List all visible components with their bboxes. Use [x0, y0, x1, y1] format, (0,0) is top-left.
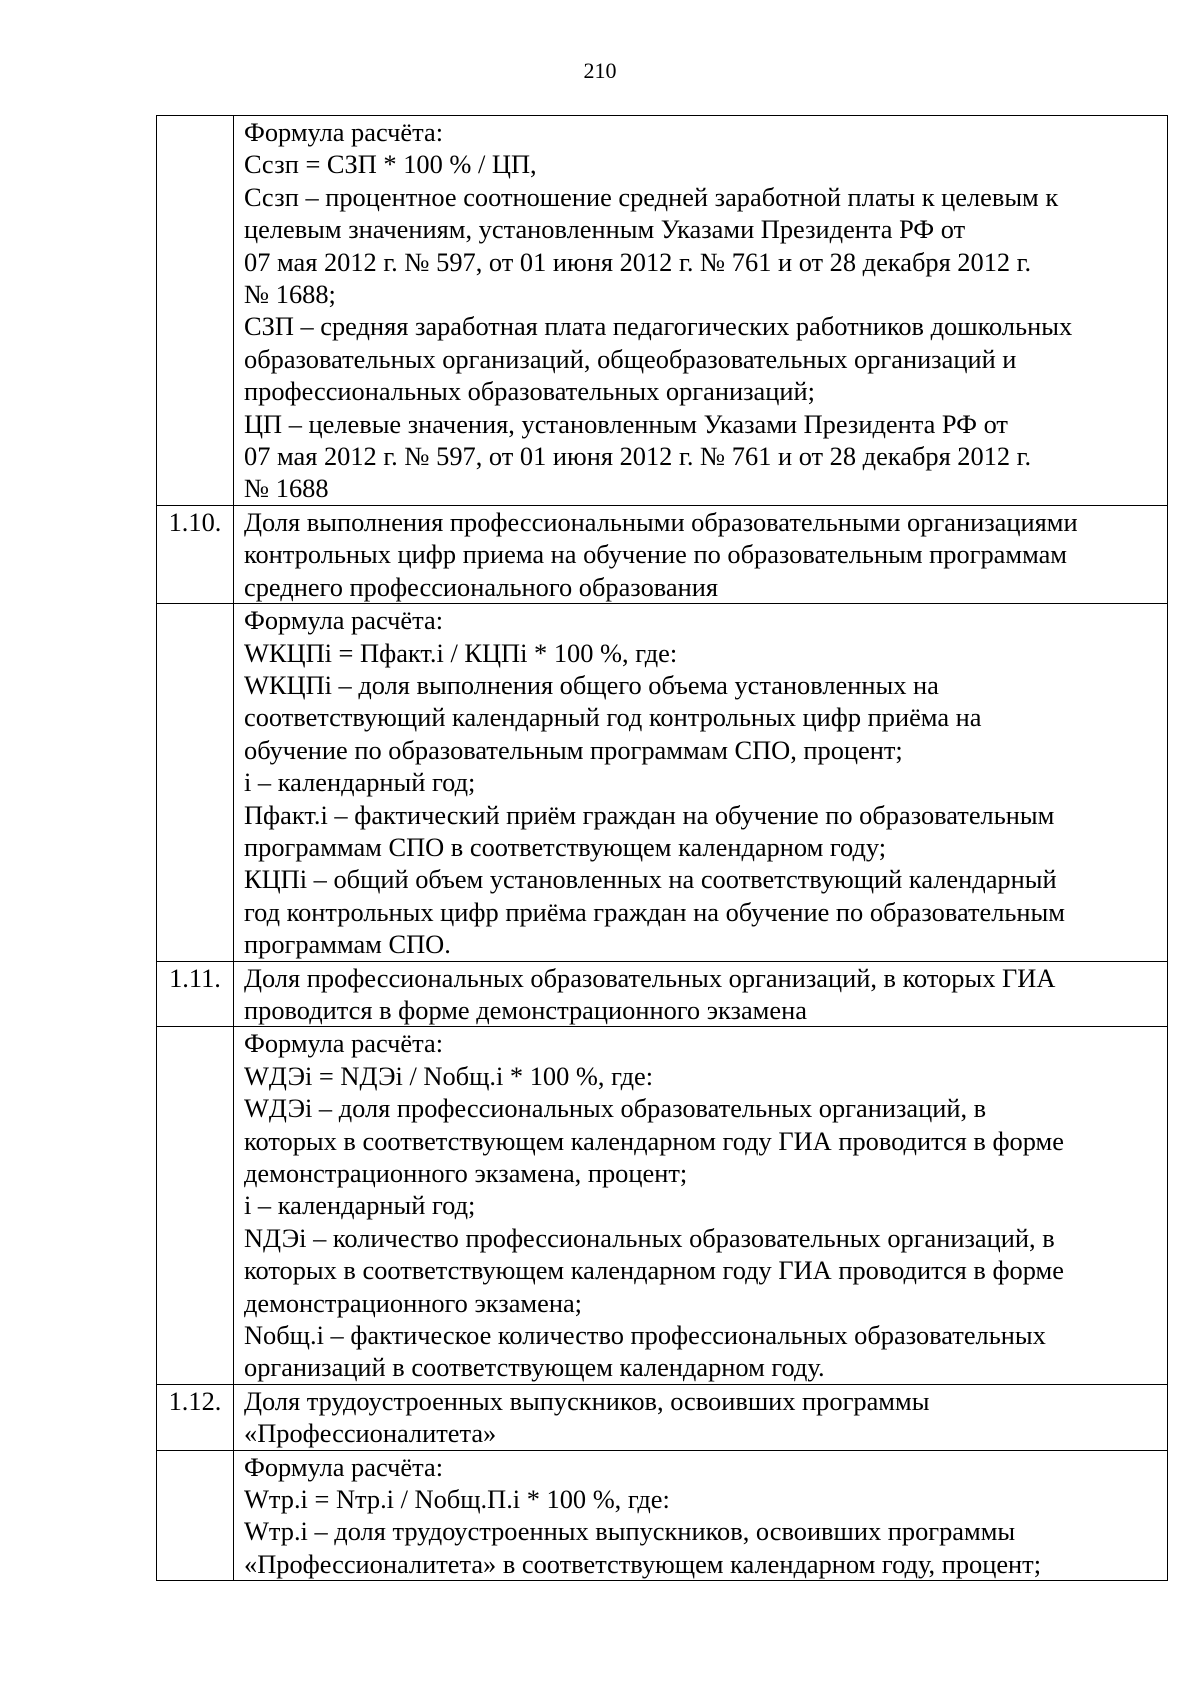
text-line: демонстрационного экзамена; [244, 1287, 583, 1318]
indicator-title-cell [234, 1384, 1168, 1450]
indicator-title-cell [234, 505, 1168, 603]
text-line: Доля профессиональных образовательных организаций, в которых ГИА [244, 962, 1056, 993]
text-line: «Профессионалитета» в соответствующем календарном году, процент; [244, 1548, 1042, 1579]
text-line: № 1688 [244, 473, 329, 504]
indicator-title-cell [234, 961, 1168, 1027]
text-line: среднего профессионального образования [244, 571, 718, 602]
text-line: Формула расчёта: [244, 1451, 444, 1482]
formula-description-cell [234, 1027, 1168, 1384]
indicator-row [157, 961, 1168, 1027]
text-line: Доля трудоустроенных выпускников, освоивших программы [244, 1385, 930, 1416]
text-line: Ссзп = СЗП * 100 % / ЦП, [244, 149, 537, 180]
text-line: год контрольных цифр приёма граждан на обучение по образовательным [244, 896, 1065, 927]
text-line: Доля выполнения профессиональными образовательными организациями [244, 506, 1078, 537]
text-line: Ссзп – процентное соотношение средней заработной платы к целевым к [244, 181, 1059, 212]
formula-row [157, 604, 1168, 961]
formula-description-cell [234, 116, 1168, 506]
text-line: КЦПi – общий объем установленных на соответствующий календарный [244, 864, 1057, 895]
text-line: Wтр.i = Nтр.i / Nобщ.П.i * 100 %, где: [244, 1484, 670, 1515]
text-line: которых в соответствующем календарном году ГИА проводится в форме [244, 1125, 1064, 1156]
text-line: образовательных организаций, общеобразовательных организаций и [244, 343, 1017, 374]
text-line: WКЦПi = Пфакт.i / КЦПi * 100 %, где: [244, 637, 678, 668]
formula-row [157, 1450, 1168, 1581]
row-number-cell [157, 1027, 234, 1384]
text-line: i – календарный год; [244, 767, 476, 798]
row-number-cell: 1.11. [157, 961, 234, 1027]
indicator-row [157, 505, 1168, 603]
text-line: контрольных цифр приема на обучение по образовательным программам [244, 539, 1068, 570]
text-line: WКЦПi – доля выполнения общего объема установленных на [244, 669, 939, 700]
text-line: WДЭi – доля профессиональных образовательных организаций, в [244, 1093, 987, 1124]
text-line: № 1688; [244, 279, 336, 310]
text-line: NДЭi – количество профессиональных образовательных организаций, в [244, 1222, 1055, 1253]
row-number-cell [157, 604, 234, 961]
text-line: Пфакт.i – фактический приём граждан на обучение по образовательным [244, 799, 1055, 830]
page-number: 210 [583, 58, 617, 83]
text-line: соответствующий календарный год контрольных цифр приёма на [244, 702, 982, 733]
text-line: «Профессионалитета» [244, 1418, 497, 1449]
text-line: организаций в соответствующем календарном году. [244, 1352, 825, 1383]
text-line: Формула расчёта: [244, 1028, 444, 1059]
text-line: 07 мая 2012 г. № 597, от 01 июня 2012 г. № 761 и от 28 декабря 2012 г. [244, 441, 1032, 472]
formula-description-cell [234, 604, 1168, 961]
formula-description-cell [234, 1450, 1168, 1581]
text-line: СЗП – средняя заработная плата педагогических работников дошкольных [244, 311, 1073, 342]
indicator-table-body [157, 116, 1168, 1581]
indicator-table [156, 115, 1168, 1581]
text-line: Wтр.i – доля трудоустроенных выпускников, освоивших программы [244, 1516, 1016, 1547]
text-line: i – календарный год; [244, 1190, 476, 1221]
text-line: программам СПО в соответствующем календарном году; [244, 831, 887, 862]
text-line: демонстрационного экзамена, процент; [244, 1158, 688, 1188]
text-line: проводится в форме демонстрационного экзамена [244, 994, 807, 1025]
text-line: обучение по образовательным программам СПО, процент; [244, 734, 903, 765]
text-line: программам СПО. [244, 929, 451, 960]
text-line: ЦП – целевые значения, установленным Указами Президента РФ от [244, 408, 1008, 439]
formula-row [157, 116, 1168, 506]
text-line: профессиональных образовательных организаций; [244, 376, 815, 407]
row-number-cell [157, 1450, 234, 1581]
row-number-cell [157, 116, 234, 506]
row-number-cell: 1.12. [157, 1384, 234, 1450]
formula-row [157, 1027, 1168, 1384]
text-line: Nобщ.i – фактическое количество профессиональных образовательных [244, 1320, 1046, 1351]
text-line: целевым значениям, установленным Указами Президента РФ от [244, 214, 966, 245]
indicator-row [157, 1384, 1168, 1450]
text-line: которых в соответствующем календарном году ГИА проводится в форме [244, 1255, 1064, 1286]
text-line: Формула расчёта: [244, 117, 444, 147]
text-line: WДЭi = NДЭi / Nобщ.i * 100 %, где: [244, 1060, 654, 1091]
text-line: Формула расчёта: [244, 605, 444, 636]
row-number-cell: 1.10. [157, 505, 234, 603]
text-line: 07 мая 2012 г. № 597, от 01 июня 2012 г. № 761 и от 28 декабря 2012 г. [244, 246, 1032, 277]
